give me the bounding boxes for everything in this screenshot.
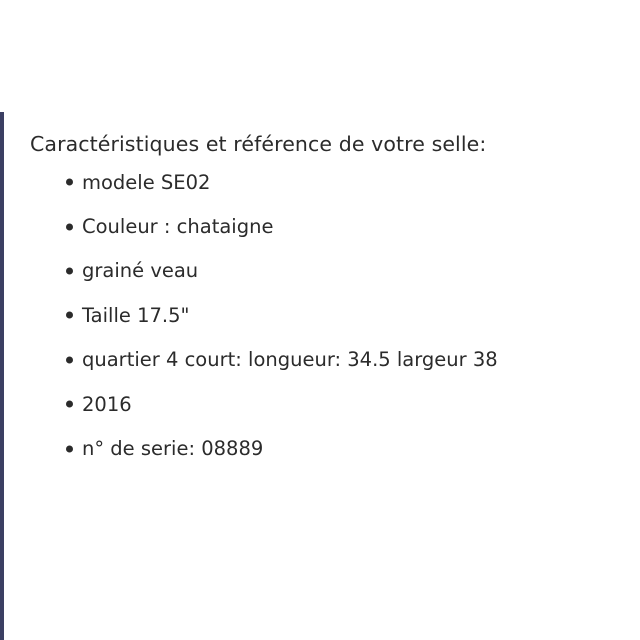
list-item: [30, 348, 622, 371]
page-title: Caractéristiques et référence de votre selle:: [30, 132, 487, 156]
bullet-icon: [66, 268, 73, 275]
list-item: [30, 304, 622, 327]
list-item-label: Couleur : chataigne: [82, 214, 274, 238]
list-item: [30, 215, 622, 238]
bullet-icon: [66, 401, 73, 408]
left-accent-bar: [0, 112, 4, 640]
bullet-icon: [66, 179, 73, 186]
bullet-icon: [66, 445, 73, 452]
list-item-label: modele SE02: [82, 170, 211, 194]
document-content: [30, 132, 622, 481]
list-item: [30, 393, 622, 416]
specification-list: [30, 171, 622, 461]
list-item: [30, 259, 622, 282]
list-item: [30, 437, 622, 460]
list-item-label: grainé veau: [82, 259, 199, 283]
list-item-label: Taille 17.5": [82, 303, 190, 327]
list-item-label: 2016: [82, 392, 132, 416]
list-item: [30, 171, 622, 194]
bullet-icon: [66, 356, 73, 363]
list-item-label: quartier 4 court: longueur: 34.5 largeur 38: [82, 348, 498, 372]
bullet-icon: [66, 312, 73, 319]
bullet-icon: [66, 223, 73, 230]
list-item-label: n° de serie: 08889: [82, 436, 264, 460]
